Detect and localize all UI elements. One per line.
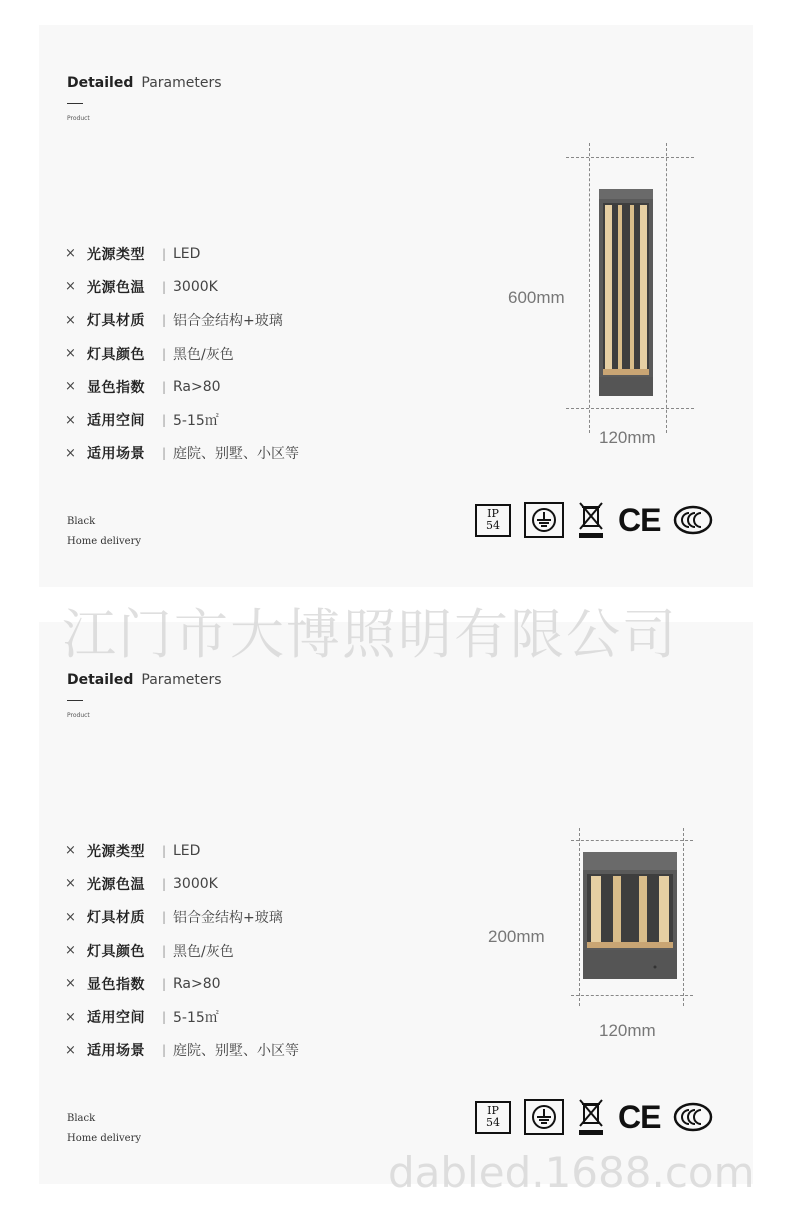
param-list [65, 237, 299, 470]
param-value: LED [173, 842, 201, 859]
header-sub: Product [67, 712, 90, 719]
ccc-mark-icon [673, 1102, 713, 1132]
header-bold: Detailed [67, 672, 134, 688]
dimension-guide-top [571, 840, 693, 841]
separator: | [161, 843, 167, 858]
param-row [65, 1000, 299, 1033]
height-label: 200mm [488, 927, 545, 946]
ip-label: IP [487, 507, 499, 520]
param-row [65, 304, 299, 337]
weee-bin-icon [577, 1098, 605, 1136]
param-value: Ra>80 [173, 378, 221, 395]
param-key: 适用场景 [87, 1043, 145, 1060]
param-key: 显色指数 [87, 976, 145, 993]
class1-ground-icon [524, 502, 564, 538]
certification-row [475, 502, 726, 538]
certification-row [475, 1099, 726, 1135]
separator: | [161, 246, 167, 261]
param-value: 5-15㎡ [173, 1010, 219, 1027]
separator: | [161, 943, 167, 958]
x-icon: × [65, 379, 76, 395]
separator: | [161, 976, 167, 991]
dimension-guide-bottom [566, 408, 694, 409]
param-key: 光源色温 [87, 279, 145, 296]
param-value: Ra>80 [173, 975, 221, 992]
param-row [65, 867, 299, 900]
separator: | [161, 279, 167, 294]
x-icon: × [65, 943, 76, 959]
param-key: 显色指数 [87, 379, 145, 396]
param-value: 3000K [173, 875, 218, 892]
header-light: Parameters [141, 672, 222, 688]
header-light: Parameters [141, 75, 222, 91]
param-row [65, 437, 299, 470]
param-value: 黑色/灰色 [173, 346, 234, 363]
footer-color: Black [67, 516, 96, 527]
x-icon: × [65, 1042, 76, 1058]
ip54-icon [475, 504, 511, 537]
x-icon: × [65, 976, 76, 992]
company-watermark: 江门市大博照明有限公司 [62, 603, 678, 666]
separator: | [161, 413, 167, 428]
param-value: 5-15㎡ [173, 413, 219, 430]
dimension-guide-top [566, 157, 694, 158]
section-header [67, 672, 222, 688]
x-icon: × [65, 1009, 76, 1025]
separator: | [161, 910, 167, 925]
param-row [65, 834, 299, 867]
param-value: 庭院、别墅、小区等 [173, 446, 299, 463]
x-icon: × [65, 312, 76, 328]
param-row [65, 337, 299, 370]
width-label: 120mm [599, 428, 656, 447]
class1-ground-icon [524, 1099, 564, 1135]
ip-rating: 54 [486, 1116, 500, 1129]
x-icon: × [65, 876, 76, 892]
x-icon: × [65, 412, 76, 428]
bollard-lamp-tall [599, 189, 655, 397]
separator: | [161, 1010, 167, 1025]
param-value: 黑色/灰色 [173, 943, 234, 960]
section-header [67, 75, 222, 91]
ce-mark-icon: CE [618, 501, 661, 538]
separator: | [161, 379, 167, 394]
header-divider [67, 700, 83, 701]
footer-color: Black [67, 1113, 96, 1124]
footer-delivery: Home delivery [67, 1133, 142, 1144]
param-value: 铝合金结构+玻璃 [173, 910, 283, 927]
x-icon: × [65, 843, 76, 859]
ip-rating: 54 [486, 519, 500, 532]
site-watermark: dabled.1688.com [388, 1148, 755, 1197]
footer-delivery: Home delivery [67, 536, 142, 547]
product-panel-short [39, 622, 753, 1184]
product-panel-tall [39, 25, 753, 587]
param-row [65, 967, 299, 1000]
param-key: 光源类型 [87, 246, 145, 263]
x-icon: × [65, 909, 76, 925]
header-bold: Detailed [67, 75, 134, 91]
ip54-icon [475, 1101, 511, 1134]
param-row [65, 934, 299, 967]
x-icon: × [65, 346, 76, 362]
param-key: 适用空间 [87, 413, 145, 430]
width-label: 120mm [599, 1021, 656, 1040]
param-key: 适用空间 [87, 1010, 145, 1027]
height-label: 600mm [508, 288, 565, 307]
param-key: 光源类型 [87, 843, 145, 860]
bollard-lamp-short [583, 852, 679, 980]
separator: | [161, 446, 167, 461]
dimension-guide-bottom [571, 995, 693, 996]
dimension-guide-left [589, 143, 590, 433]
header-sub: Product [67, 115, 90, 122]
x-icon: × [65, 246, 76, 262]
ce-mark-icon: CE [618, 1098, 661, 1135]
x-icon: × [65, 279, 76, 295]
header-divider [67, 103, 83, 104]
param-key: 灯具颜色 [87, 943, 145, 960]
param-row [65, 403, 299, 436]
param-key: 灯具材质 [87, 910, 145, 927]
separator: | [161, 346, 167, 361]
param-key: 适用场景 [87, 446, 145, 463]
weee-bin-icon [577, 501, 605, 539]
param-value: LED [173, 245, 201, 262]
separator: | [161, 1043, 167, 1058]
param-key: 灯具材质 [87, 313, 145, 330]
x-icon: × [65, 445, 76, 461]
param-value: 铝合金结构+玻璃 [173, 313, 283, 330]
separator: | [161, 876, 167, 891]
param-value: 庭院、别墅、小区等 [173, 1043, 299, 1060]
separator: | [161, 313, 167, 328]
param-row [65, 270, 299, 303]
param-row [65, 901, 299, 934]
param-row [65, 237, 299, 270]
param-row [65, 370, 299, 403]
dimension-guide-right [683, 828, 684, 1006]
param-key: 灯具颜色 [87, 346, 145, 363]
param-value: 3000K [173, 278, 218, 295]
ccc-mark-icon [673, 505, 713, 535]
dimension-guide-right [666, 143, 667, 433]
ip-label: IP [487, 1104, 499, 1117]
dimension-guide-left [579, 828, 580, 1006]
param-list [65, 834, 299, 1067]
param-key: 光源色温 [87, 876, 145, 893]
param-row [65, 1034, 299, 1067]
